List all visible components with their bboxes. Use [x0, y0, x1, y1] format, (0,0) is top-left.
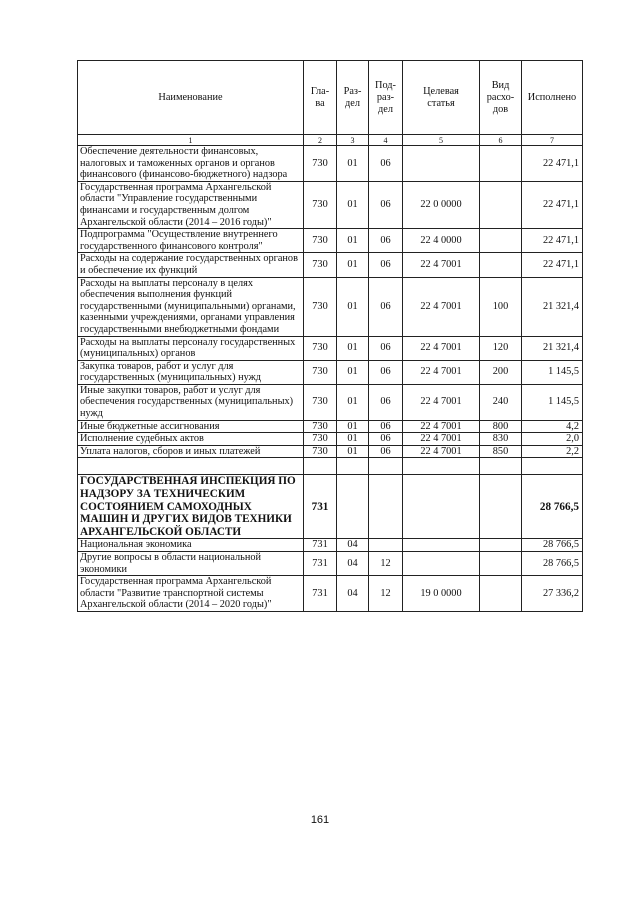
row-statya — [403, 539, 480, 552]
row-vid — [480, 181, 522, 228]
row-podrazdel — [369, 539, 403, 552]
row-vid: 100 — [480, 277, 522, 336]
row-vid: 240 — [480, 384, 522, 420]
row-glava: 730 — [304, 384, 337, 420]
spacer-row — [78, 458, 583, 475]
column-number: 7 — [522, 135, 583, 146]
row-statya — [403, 552, 480, 576]
row-podrazdel: 12 — [369, 576, 403, 612]
row-razdel: 01 — [337, 336, 369, 360]
row-podrazdel: 06 — [369, 433, 403, 446]
row-glava: 730 — [304, 181, 337, 228]
row-podrazdel — [369, 458, 403, 475]
row-glava: 731 — [304, 576, 337, 612]
row-name: Государственная программа Архангельской области "Управление государственными финансами и государственным долгом Архангельской области (2014 – 2016 годы)" — [78, 181, 304, 228]
row-glava: 730 — [304, 433, 337, 446]
row-razdel: 01 — [337, 360, 369, 384]
row-razdel: 01 — [337, 253, 369, 277]
table-row — [78, 433, 583, 446]
column-number: 4 — [369, 135, 403, 146]
header-vid: Вид расхо- дов — [480, 61, 522, 135]
row-statya: 22 0 0000 — [403, 181, 480, 228]
row-vid: 850 — [480, 445, 522, 458]
row-name: Обеспечение деятельности финансовых, налоговых и таможенных органов и органов финансового (финансово-бюджетного) надзора — [78, 146, 304, 182]
row-statya — [403, 458, 480, 475]
row-name: Расходы на содержание государственных органов и обеспечение их функций — [78, 253, 304, 277]
table-row — [78, 336, 583, 360]
row-glava: 730 — [304, 277, 337, 336]
row-vid — [480, 253, 522, 277]
row-name — [78, 458, 304, 475]
table-row — [78, 146, 583, 182]
page-number: 161 — [310, 814, 330, 826]
row-statya: 22 4 7001 — [403, 277, 480, 336]
table-row — [78, 229, 583, 253]
row-podrazdel: 06 — [369, 253, 403, 277]
row-name: ГОСУДАРСТВЕННАЯ ИНСПЕКЦИЯ ПО НАДЗОРУ ЗА ТЕХНИЧЕСКИМ СОСТОЯНИЕМ САМОХОДНЫХ МАШИН И ДРУГИХ ВИДОВ ТЕХНИКИ АРХАНГЕЛЬСКОЙ ОБЛАСТИ — [78, 475, 304, 539]
row-vid — [480, 539, 522, 552]
row-glava: 730 — [304, 445, 337, 458]
row-glava: 731 — [304, 475, 337, 539]
row-razdel: 01 — [337, 146, 369, 182]
row-amount: 22 471,1 — [522, 253, 583, 277]
row-statya: 22 4 7001 — [403, 445, 480, 458]
row-podrazdel: 06 — [369, 336, 403, 360]
row-amount: 28 766,5 — [522, 539, 583, 552]
table-row — [78, 552, 583, 576]
row-amount: 2,0 — [522, 433, 583, 446]
row-podrazdel: 06 — [369, 229, 403, 253]
table-row — [78, 539, 583, 552]
budget-table — [77, 60, 583, 612]
row-name: Иные бюджетные ассигнования — [78, 420, 304, 433]
row-podrazdel: 06 — [369, 384, 403, 420]
row-statya: 22 4 7001 — [403, 360, 480, 384]
row-vid — [480, 475, 522, 539]
row-vid — [480, 576, 522, 612]
row-razdel: 04 — [337, 576, 369, 612]
row-statya: 19 0 0000 — [403, 576, 480, 612]
row-razdel: 04 — [337, 539, 369, 552]
row-statya — [403, 475, 480, 539]
row-name: Расходы на выплаты персоналу в целях обеспечения выполнения функций государственными (муниципальными) органами, казенными учреждениями, органами управления государственными внебюджетными фондами — [78, 277, 304, 336]
row-vid — [480, 229, 522, 253]
table-row — [78, 253, 583, 277]
row-amount: 28 766,5 — [522, 552, 583, 576]
header-name: Наименование — [78, 61, 304, 135]
row-razdel: 01 — [337, 229, 369, 253]
row-podrazdel: 06 — [369, 146, 403, 182]
table-row — [78, 420, 583, 433]
row-name: Закупка товаров, работ и услуг для государственных (муниципальных) нужд — [78, 360, 304, 384]
row-razdel: 01 — [337, 277, 369, 336]
row-amount: 27 336,2 — [522, 576, 583, 612]
row-podrazdel: 06 — [369, 360, 403, 384]
column-number: 2 — [304, 135, 337, 146]
row-razdel: 01 — [337, 384, 369, 420]
row-glava: 730 — [304, 253, 337, 277]
row-podrazdel: 06 — [369, 420, 403, 433]
row-statya: 22 4 7001 — [403, 384, 480, 420]
row-podrazdel: 06 — [369, 445, 403, 458]
row-statya: 22 4 7001 — [403, 253, 480, 277]
table-row — [78, 360, 583, 384]
column-number: 3 — [337, 135, 369, 146]
row-podrazdel — [369, 475, 403, 539]
row-name: Уплата налогов, сборов и иных платежей — [78, 445, 304, 458]
row-amount: 22 471,1 — [522, 146, 583, 182]
row-podrazdel: 06 — [369, 277, 403, 336]
row-name: Исполнение судебных актов — [78, 433, 304, 446]
row-glava — [304, 458, 337, 475]
row-vid: 800 — [480, 420, 522, 433]
row-vid: 200 — [480, 360, 522, 384]
row-vid — [480, 458, 522, 475]
row-razdel: 01 — [337, 445, 369, 458]
row-razdel: 01 — [337, 420, 369, 433]
column-number: 1 — [78, 135, 304, 146]
row-glava: 730 — [304, 146, 337, 182]
column-number-row — [78, 135, 583, 146]
row-statya: 22 4 7001 — [403, 336, 480, 360]
row-statya: 22 4 7001 — [403, 433, 480, 446]
row-razdel: 01 — [337, 181, 369, 228]
row-name: Расходы на выплаты персоналу государственных (муниципальных) органов — [78, 336, 304, 360]
row-glava: 730 — [304, 336, 337, 360]
row-vid: 120 — [480, 336, 522, 360]
row-amount: 22 471,1 — [522, 181, 583, 228]
row-razdel: 01 — [337, 433, 369, 446]
row-name: Иные закупки товаров, работ и услуг для обеспечения государственных (муниципальных) нужд — [78, 384, 304, 420]
header-row — [78, 61, 583, 135]
row-podrazdel: 06 — [369, 181, 403, 228]
row-amount: 21 321,4 — [522, 336, 583, 360]
row-amount: 1 145,5 — [522, 360, 583, 384]
column-number: 5 — [403, 135, 480, 146]
row-amount: 21 321,4 — [522, 277, 583, 336]
table-row — [78, 576, 583, 612]
row-podrazdel: 12 — [369, 552, 403, 576]
header-amount: Исполнено — [522, 61, 583, 135]
row-amount: 1 145,5 — [522, 384, 583, 420]
header-razdel: Раз- дел — [337, 61, 369, 135]
row-razdel — [337, 458, 369, 475]
table-row — [78, 277, 583, 336]
row-amount: 2,2 — [522, 445, 583, 458]
table-row — [78, 384, 583, 420]
row-amount: 28 766,5 — [522, 475, 583, 539]
row-glava: 730 — [304, 420, 337, 433]
header-statya: Целевая статья — [403, 61, 480, 135]
header-glava: Гла- ва — [304, 61, 337, 135]
table-row — [78, 475, 583, 539]
row-name: Другие вопросы в области национальной экономики — [78, 552, 304, 576]
row-amount: 22 471,1 — [522, 229, 583, 253]
row-amount: 4,2 — [522, 420, 583, 433]
row-razdel: 04 — [337, 552, 369, 576]
row-vid: 830 — [480, 433, 522, 446]
row-glava: 730 — [304, 229, 337, 253]
row-statya: 22 4 0000 — [403, 229, 480, 253]
row-glava: 731 — [304, 539, 337, 552]
table-row — [78, 445, 583, 458]
row-name: Подпрограмма "Осуществление внутреннего государственного финансового контроля" — [78, 229, 304, 253]
row-name: Государственная программа Архангельской области "Развитие транспортной системы Архангельской области (2014 – 2020 годы)" — [78, 576, 304, 612]
row-razdel — [337, 475, 369, 539]
row-glava: 730 — [304, 360, 337, 384]
row-statya: 22 4 7001 — [403, 420, 480, 433]
row-glava: 731 — [304, 552, 337, 576]
column-number: 6 — [480, 135, 522, 146]
row-vid — [480, 146, 522, 182]
row-vid — [480, 552, 522, 576]
row-name: Национальная экономика — [78, 539, 304, 552]
row-statya — [403, 146, 480, 182]
table-row — [78, 181, 583, 228]
header-podrazdel: Под- раз- дел — [369, 61, 403, 135]
row-amount — [522, 458, 583, 475]
